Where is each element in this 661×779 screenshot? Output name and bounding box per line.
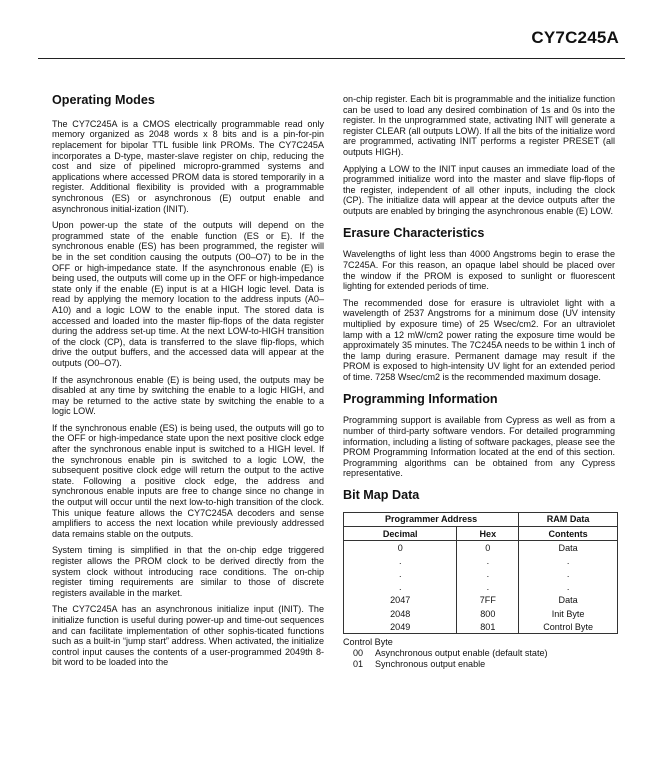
contents-cell: Data: [519, 541, 618, 555]
hex-cell: .: [457, 554, 519, 567]
init-paragraph-1: on-chip register. Each bit is programmable and the initialize function can be used to load any desired combination of 1s and 0s into the register. In the unprogrammed state, activating INIT will generate a register CLEAR (all outputs LOW). If all the bits of the initialize word are programmed, activating INIT performs a register PRESET (all outputs HIGH).: [343, 94, 615, 157]
table-column-header-row: [344, 526, 618, 540]
hex-header: Hex: [457, 526, 519, 540]
operating-modes-paragraph-3: If the asynchronous enable (E) is being used, the outputs may be disabled at any time by switching the enable to a logic HIGH, and may be returned to the active state by switching the enable to a logic LOW.: [52, 374, 324, 417]
decimal-cell: 2048: [344, 607, 457, 620]
right-column: [343, 94, 615, 670]
decimal-cell: .: [344, 581, 457, 594]
left-column: [52, 94, 324, 674]
contents-header: Contents: [519, 526, 618, 540]
hex-cell: 801: [457, 620, 519, 634]
erasure-paragraph-2: The recommended dose for erasure is ultraviolet light with a wavelength of 2537 Angstroms for a minimum dose (UV intensity multiplied by exposure time) of 25 Wsec/cm2. For an ultraviolet lamp with a 12 mW/cm2 power rating the exposure time would be approximately 35 minutes. The 7C245A needs to be within 1 inch of the lamp during erasure. Permanent damage may result if the PROM is exposed to high-intensity UV light for an extended period of time. 7258 Wsec/cm2 is the recommended maximum dosage.: [343, 297, 615, 382]
decimal-cell: .: [344, 554, 457, 567]
control-byte-title: Control Byte: [343, 637, 393, 648]
contents-cell: Control Byte: [519, 620, 618, 634]
hex-cell: 7FF: [457, 594, 519, 607]
control-byte-item: [343, 648, 615, 659]
table-row: [344, 594, 618, 607]
control-byte-code: 01: [353, 659, 364, 670]
table-row: [344, 620, 618, 634]
decimal-cell: 0: [344, 541, 457, 555]
decimal-cell: .: [344, 568, 457, 581]
table-group-header-row: [344, 512, 618, 526]
programming-paragraph: Programming support is available from Cypress as well as from a number of third-party software vendors. For detailed programming information, including a listing of software packages, please see the PROM Programming Information located at the end of this section. Programming algorithms can be obtained from any Cypress representative.: [343, 415, 615, 479]
decimal-cell: 2047: [344, 594, 457, 607]
operating-modes-paragraph-5: System timing is simplified in that the on-chip edge triggered register allows the PROM clock to be derived directly from the system clock without introducing race conditions. The on-chip register timing requirements are similar to those of discrete registers available in the market.: [52, 545, 324, 598]
erasure-heading: Erasure Characteristics: [343, 225, 485, 240]
ram-data-header: RAM Data: [519, 512, 618, 526]
hex-cell: .: [457, 568, 519, 581]
operating-modes-paragraph-6: The CY7C245A has an asynchronous initialize input (INIT). The initialize function is useful during power-up and time-out sequences and can facilitate implementation of other sophis-ticated functions such as a built-in “jump start” address. When activated, the initialize control input causes the contents of a user-programmed 2049th 8-bit word to be loaded into the: [52, 604, 324, 668]
programming-heading: Programming Information: [343, 391, 498, 406]
operating-modes-paragraph-1: The CY7C245A is a CMOS electrically programmable read only memory organized as 2048 words x 8 bits and is a pin-for-pin replacement for bipolar TTL fusible link PROMs. The CY7C245A incorporates a D-type, master-slave register on chip, reducing the cost and size of pipelined micropro-grammed systems and applications where accessed PROM data is stored temporarily in a register. Additional flexibility is provided with a programmable synchronous (ES) or asynchronous (E) output enable and asynchronous initial-ization (INIT).: [52, 118, 324, 214]
init-paragraph-2: Applying a LOW to the INIT input causes an immediate load of the programmed initialize word into the master and slave flip-flops of the register, independent of all other inputs, including the clock (CP). The initialize data will appear at the device outputs after the outputs are enabled by bringing the asynchronous enable (E) LOW.: [343, 163, 615, 216]
table-row: [344, 607, 618, 620]
hex-cell: 0: [457, 541, 519, 555]
control-byte-item: [343, 659, 615, 670]
table-row: [344, 541, 618, 555]
erasure-paragraph-1: Wavelengths of light less than 4000 Angstroms begin to erase the 7C245A. For this reason, an opaque label should be placed over the window if the PROM is exposed to sunlight or fluorescent lighting for extended periods of time.: [343, 249, 615, 292]
bitmap-table: [343, 512, 618, 635]
operating-modes-paragraph-4: If the synchronous enable (ES) is being used, the outputs will go to the OFF or high-impedance state upon the next positive clock edge after the synchronous enable input is switched to a HIGH level. If the synchronous enable pin is switched to a logic LOW, the subsequent positive clock edge will return the output to the active state. Following a positive clock edge, the address and synchronous enable inputs are free to change since no change in the output will occur until the next low-to-high transition of the clock. This unique feature allows the CY7C245A decoders and sense amplifiers to access the next location while previously addressed data remains stable on the outputs.: [52, 422, 324, 539]
hex-cell: .: [457, 581, 519, 594]
contents-cell: .: [519, 554, 618, 567]
contents-cell: Data: [519, 594, 618, 607]
operating-modes-heading: Operating Modes: [52, 93, 155, 107]
control-byte-desc: Synchronous output enable: [375, 659, 486, 670]
contents-cell: .: [519, 581, 618, 594]
operating-modes-paragraph-2: Upon power-up the state of the outputs will depend on the programmed state of the enable function (ES or E). If the synchronous enable (ES) has been programmed, the register will be in the set condition causing the outputs (O0–O7) to be in the OFF or high-impedance state. If the asynchronous enable (E) is being used, the outputs will come up in the OFF or high-impedance state only if the enable (E) input is at a HIGH logic level. Data is read by applying the memory location to the address inputs (A0–A10) and a logic LOW to the enable input. The stored data is accessed and loaded into the master flip-flops of the data register during the address set-up time. At the next LOW-to-HIGH transition of the clock (CP), data is transferred to the slave flip-flops, which drive the output buffers, and the accessed data will appear at the outputs (O0–O7).: [52, 220, 324, 368]
document-title: CY7C245A: [531, 28, 619, 47]
table-row: [344, 554, 618, 567]
control-byte-code: 00: [353, 648, 364, 659]
control-byte-desc: Asynchronous output enable (default state): [375, 648, 548, 659]
hex-cell: 800: [457, 607, 519, 620]
bitmap-heading: Bit Map Data: [343, 487, 420, 502]
programmer-address-header: Programmer Address: [344, 512, 519, 526]
decimal-header: Decimal: [344, 526, 457, 540]
table-row: [344, 581, 618, 594]
decimal-cell: 2049: [344, 620, 457, 634]
contents-cell: .: [519, 568, 618, 581]
header-divider: [38, 58, 625, 59]
contents-cell: Init Byte: [519, 607, 618, 620]
table-row: [344, 568, 618, 581]
